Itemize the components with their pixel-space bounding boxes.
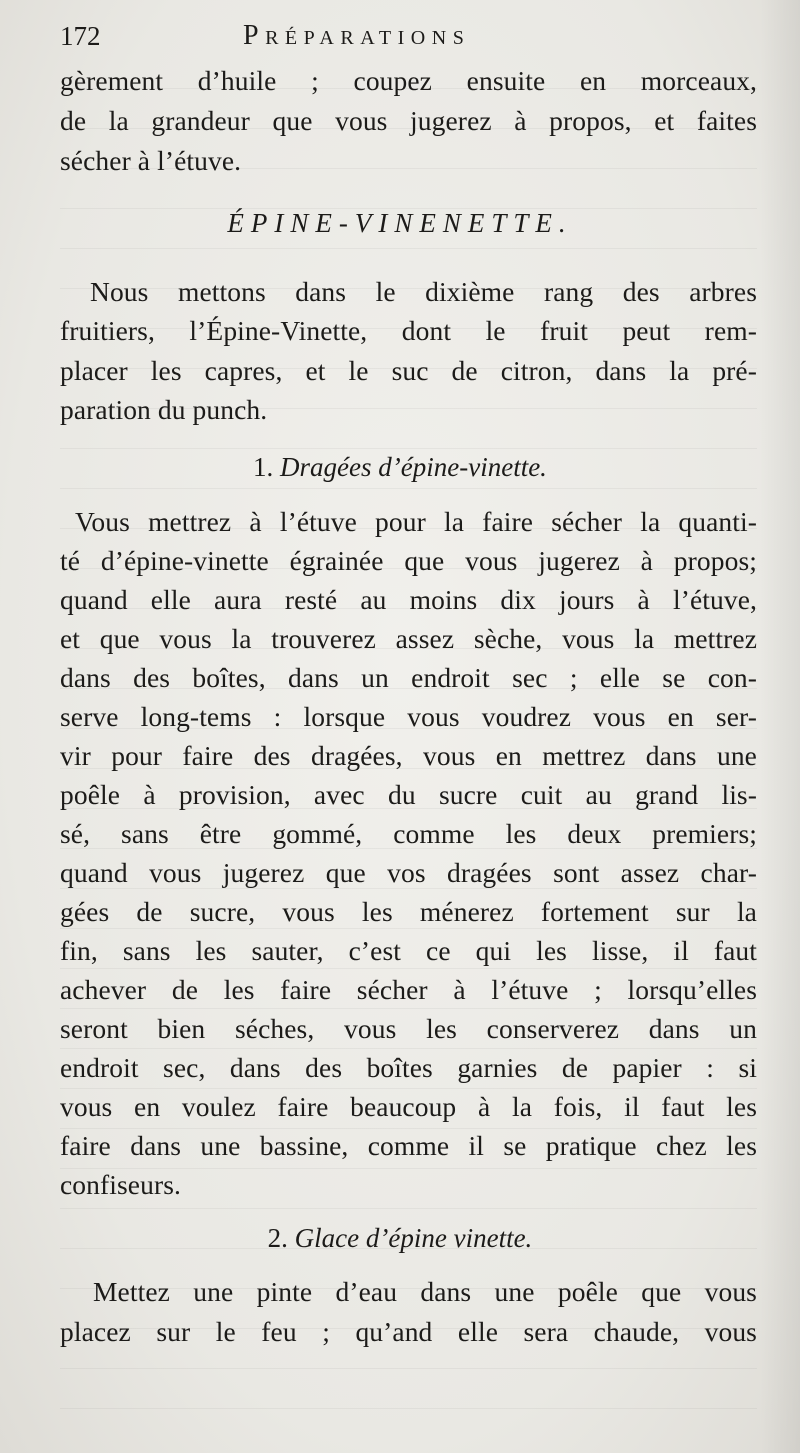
text-line: confiseurs. (60, 1169, 181, 1200)
text-line: placez sur le feu ; qu’and elle sera chaude, vous (60, 1316, 757, 1347)
subsection-number: 2. (267, 1223, 288, 1253)
text-line: Mettez une pinte d’eau dans une poêle que vous (93, 1276, 757, 1307)
text-line: té d’épine-vinette égrainée que vous jugerez à propos; (60, 545, 757, 576)
text-line: sécher à l’étuve. (60, 145, 242, 176)
text-line: gées de sucre, vous les ménerez fortement sur la (60, 896, 757, 927)
text-line: achever de les faire sécher à l’étuve ; lorsqu’elles (60, 974, 757, 1005)
text-line: quand vous jugerez que vos dragées sont assez char- (60, 857, 757, 888)
text-line: placer les capres, et le suc de citron, dans la pré- (60, 355, 757, 386)
text-line: quand elle aura resté au moins dix jours à l’étuve, (60, 584, 757, 615)
subsection-number: 1. (253, 452, 274, 482)
subsection-title: Glace d’épine vinette. (294, 1223, 533, 1253)
subsection-heading (0, 1218, 800, 1258)
text-line: Vous mettrez à l’étuve pour la faire sécher la quanti- (75, 506, 757, 537)
text-line: dans des boîtes, dans un endroit sec ; elle se con- (60, 662, 757, 693)
text-line: fruitiers, l’Épine-Vinette, dont le fruit peut rem- (60, 315, 757, 346)
page-number: 172 (60, 21, 101, 51)
text-line: seront bien séches, vous les conserverez dans un (60, 1013, 757, 1044)
text-line: Nous mettons dans le dixième rang des arbres (90, 276, 757, 307)
text-line: fin, sans les sauter, c’est ce qui les lisse, il faut (60, 935, 757, 966)
subsection-title: Dragées d’épine-vinette. (280, 452, 547, 482)
subsection-heading (0, 447, 800, 487)
text-line: faire dans une bassine, comme il se pratique chez les (60, 1130, 757, 1161)
text-line: vir pour faire des dragées, vous en mettrez dans une (60, 740, 757, 771)
text-line: de la grandeur que vous jugerez à propos, et faites (60, 105, 757, 136)
text-line: serve long-tems : lorsque vous voudrez vous en ser- (60, 701, 757, 732)
text-line: endroit sec, dans des boîtes garnies de papier : si (60, 1052, 757, 1083)
text-line: poêle à provision, avec du sucre cuit au grand lis- (60, 779, 757, 810)
text-line: et que vous la trouverez assez sèche, vous la mettrez (60, 623, 757, 654)
text-line: paration du punch. (60, 394, 268, 425)
text-line: gèrement d’huile ; coupez ensuite en morceaux, (60, 65, 757, 96)
running-head (60, 16, 757, 56)
text-line: sé, sans être gommé, comme les deux premiers; (60, 818, 757, 849)
text-line: vous en voulez faire beaucoup à la fois, il faut les (60, 1091, 757, 1122)
running-title: Préparations (243, 20, 471, 51)
section-title: ÉPINE-VINENETTE. (227, 208, 573, 238)
